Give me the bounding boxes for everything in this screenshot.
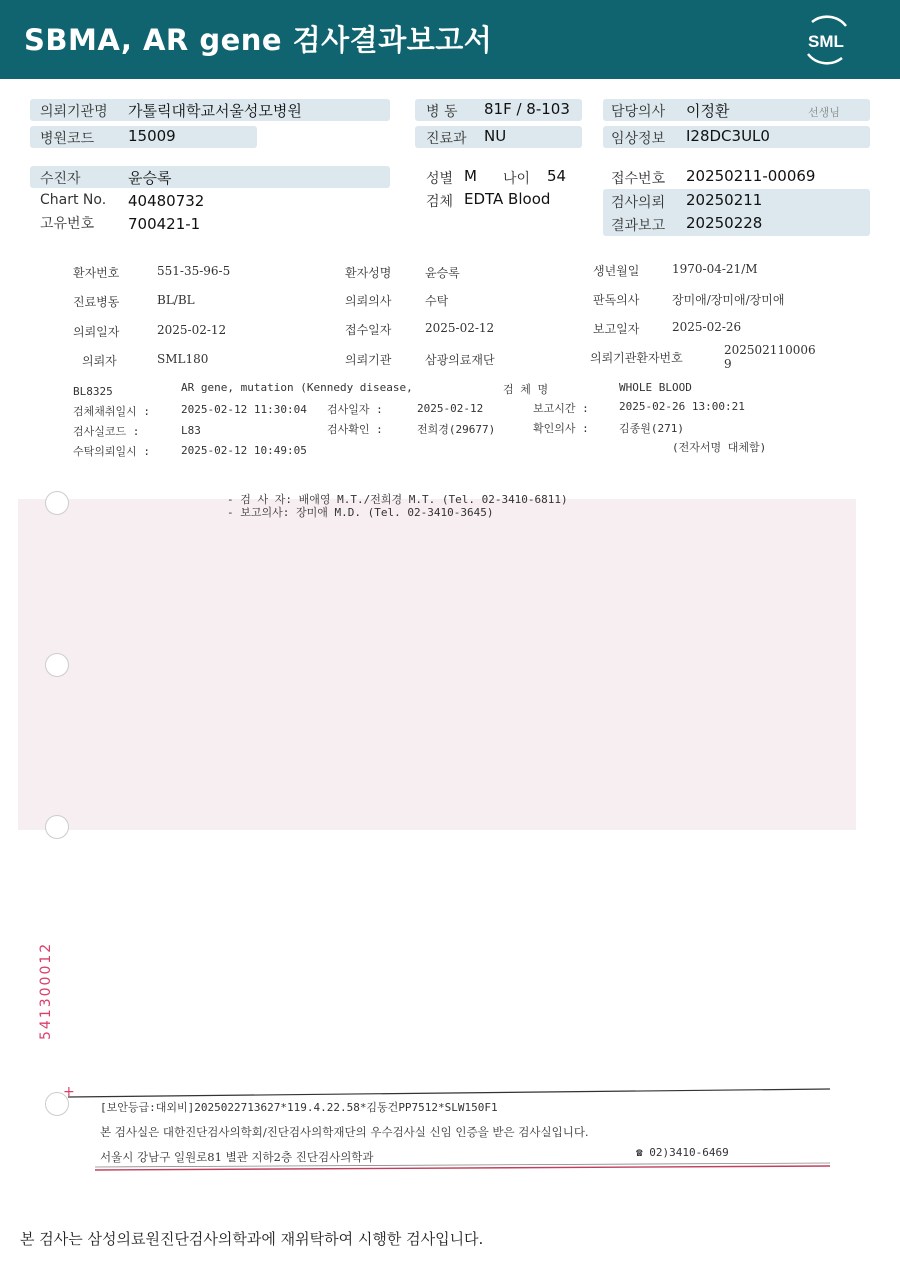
specimen-name-label: 검 체 명	[503, 383, 549, 396]
testdate-label: 검사일자 :	[327, 403, 383, 416]
barcode-number: 541300012	[38, 941, 54, 1040]
r1-a-label: 환자번호	[73, 266, 120, 280]
receipt-label: 접수번호	[611, 171, 666, 187]
tester-line: - 검 사 자: 배애영 M.T./전희경 M.T. (Tel. 02-3410-6811)	[227, 493, 568, 506]
patient-label: 수진자	[40, 171, 81, 187]
uid-value: 700421-1	[128, 215, 201, 233]
r4-a-label: 의뢰자	[82, 354, 117, 368]
cert-line: 본 검사실은 대한진단검사의학회/진단검사의학재단의 우수검사실 신임 인증을 받은 검사실입니다.	[100, 1125, 589, 1139]
r4-b-value: 삼광의료재단	[425, 353, 495, 367]
doctor-value: 이정환	[686, 102, 730, 120]
uid-label: 고유번호	[40, 216, 95, 232]
r4-c-value-1: 202502110006	[724, 343, 816, 357]
specimen-name-value: WHOLE BLOOD	[619, 381, 692, 394]
confirm-doctor-value: 김종원(271)	[619, 422, 684, 435]
r4-c-value-2: 9	[724, 357, 732, 371]
institution-label: 의뢰기관명	[40, 104, 108, 120]
specimen-label: 검체	[426, 194, 454, 210]
consign-value: 2025-02-12 10:49:05	[181, 444, 307, 457]
result-value: 20250228	[686, 214, 763, 232]
request-label: 검사의뢰	[611, 195, 666, 211]
r3-c-label: 보고일자	[593, 322, 640, 336]
institution-value: 가톨릭대학교서울성모병원	[128, 102, 302, 120]
r2-c-value: 장미애/장미애/장미애	[672, 293, 785, 307]
test-code: BL8325	[73, 385, 113, 398]
r1-b-label: 환자성명	[345, 266, 392, 280]
r3-b-label: 접수일자	[345, 323, 392, 337]
lab-value: L83	[181, 424, 201, 437]
ward-label: 병 동	[426, 104, 458, 120]
confirm-value: 전희경(29677)	[417, 423, 496, 436]
hospcode-value: 15009	[128, 127, 176, 145]
ward-value: 81F / 8-103	[484, 100, 570, 118]
dept-value: NU	[484, 127, 507, 145]
r2-b-label: 의뢰의사	[345, 294, 392, 308]
result-area	[18, 499, 856, 830]
confirm-label: 검사확인 :	[327, 423, 383, 436]
r2-a-label: 진료병동	[73, 295, 120, 309]
r4-c-label: 의뢰기관환자번호	[590, 351, 683, 365]
r2-a-value: BL/BL	[157, 293, 195, 307]
r4-b-label: 의뢰기관	[345, 353, 392, 367]
testdate-value: 2025-02-12	[417, 402, 484, 415]
r3-a-label: 의뢰일자	[73, 325, 120, 339]
svg-text:SML: SML	[808, 32, 844, 51]
consign-label: 수탁의뢰일시 :	[73, 445, 151, 458]
lab-label: 검사실코드 :	[73, 425, 140, 438]
phone-line: ☎ 02)3410-6469	[636, 1146, 729, 1159]
clinical-label: 임상정보	[611, 131, 666, 147]
r2-b-value: 수탁	[425, 294, 449, 308]
sex-label: 성별	[426, 171, 454, 187]
receipt-value: 20250211-00069	[686, 167, 816, 185]
punch-hole	[45, 815, 69, 839]
result-label: 결과보고	[611, 218, 666, 234]
r3-c-value: 2025-02-26	[672, 320, 742, 334]
report-title: SBMA, AR gene 검사결과보고서	[24, 23, 493, 57]
collect-value: 2025-02-12 11:30:04	[181, 403, 307, 416]
r3-b-value: 2025-02-12	[425, 321, 495, 335]
security-line: [보안등급:대외비]2025022713627*119.4.22.58*김동건PP7512*SLW150F1	[100, 1101, 498, 1114]
specimen-value: EDTA Blood	[464, 190, 551, 208]
r1-c-label: 생년월일	[593, 264, 640, 278]
r1-a-value: 551-35-96-5	[157, 264, 231, 278]
collect-label: 검체채취일시 :	[73, 405, 151, 418]
reporter-line: - 보고의사: 장미애 M.D. (Tel. 02-3410-3645)	[227, 506, 494, 519]
report-time-label: 보고시간 :	[533, 402, 589, 415]
clinical-value: I28DC3UL0	[686, 127, 770, 145]
report-header	[0, 0, 900, 79]
request-value: 20250211	[686, 191, 763, 209]
hospcode-label: 병원코드	[40, 131, 95, 147]
punch-hole	[45, 491, 69, 515]
esign-note: (전자서명 대체함)	[672, 441, 767, 454]
dept-label: 진료과	[426, 131, 467, 147]
plus-mark: +	[63, 1084, 75, 1100]
test-name: AR gene, mutation (Kennedy disease,	[181, 381, 413, 394]
age-value: 54	[547, 167, 567, 185]
patient-value: 윤승록	[128, 169, 172, 187]
chart-label: Chart No.	[40, 192, 107, 208]
doctor-suffix: 선생님	[808, 106, 840, 119]
r1-b-value: 윤승록	[425, 266, 460, 280]
doctor-label: 담당의사	[611, 104, 666, 120]
report-time-value: 2025-02-26 13:00:21	[619, 400, 745, 413]
sml-logo	[798, 12, 854, 68]
r4-a-value: SML180	[157, 352, 209, 366]
sex-value: M	[464, 167, 477, 185]
confirm-doctor-label: 확인의사 :	[533, 422, 589, 435]
address-line: 서울시 강남구 일원로81 별관 지하2층 진단검사의학과	[100, 1150, 374, 1164]
age-label: 나이	[503, 171, 531, 187]
chart-value: 40480732	[128, 192, 205, 210]
r1-c-value: 1970-04-21/M	[672, 262, 758, 276]
punch-hole	[45, 653, 69, 677]
r3-a-value: 2025-02-12	[157, 323, 227, 337]
r2-c-label: 판독의사	[593, 293, 640, 307]
bottom-note: 본 검사는 삼성의료원진단검사의학과에 재위탁하여 시행한 검사입니다.	[20, 1230, 484, 1248]
